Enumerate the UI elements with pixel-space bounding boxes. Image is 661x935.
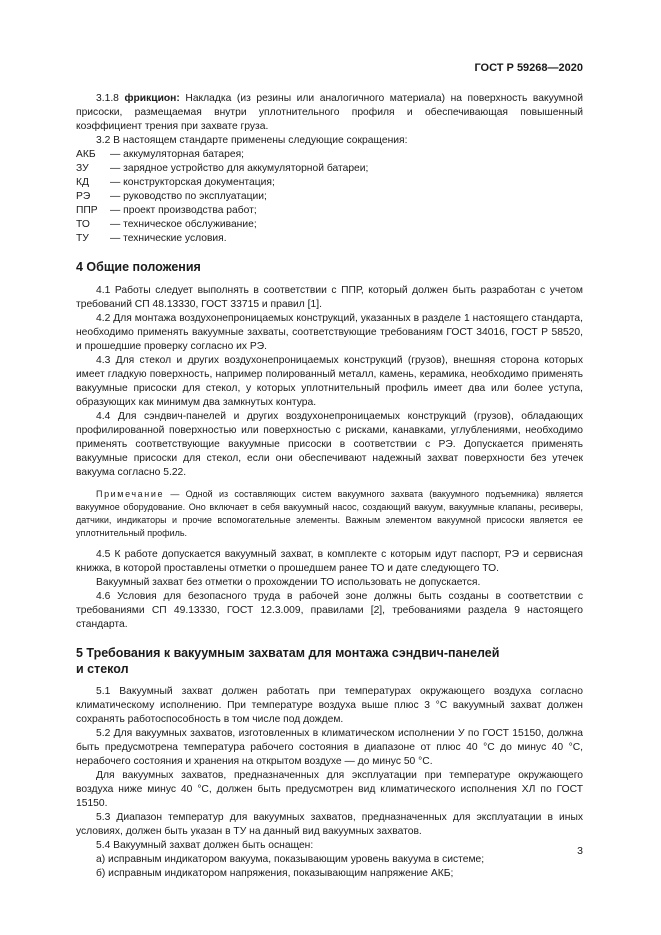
abbreviation-code: ТУ <box>76 233 89 244</box>
note-label: Примечание <box>96 489 165 499</box>
paragraph-5-2-continued: Для вакуумных захватов, предназначенных для эксплуатации при температуре окружающего воздуха ниже минус 40 °С, должен быть предусмотрен вид климатического исполнения ХЛ по ГОСТ 15150. <box>76 770 583 809</box>
abbreviation-item <box>76 148 583 162</box>
paragraph-4-5: 4.5 К работе допускается вакуумный захват, в комплекте с которым идут паспорт, РЭ и сервисная книжка, в которой проставлены отметки о прошедшем ранее ТО и дате следующего ТО. <box>76 549 583 574</box>
paragraph-5-1: 5.1 Вакуумный захват должен работать при температурах окружающего воздуха согласно климатическому исполнению. При температуре воздуха выше плюс 3 °С вакуумный захват должен сохранять работоспособность в том числе под дождем. <box>76 686 583 725</box>
clause-number: 3.1.8 <box>96 93 125 104</box>
paragraph-4-1: 4.1 Работы следует выполнять в соответствии с ППР, который должен быть разработан с учетом требований СП 48.13330, ГОСТ 33715 и правил [1]. <box>76 285 583 310</box>
paragraph-4-6: 4.6 Условия для безопасного труда в рабочей зоне должны быть созданы в соответствии с требованиями СП 49.13330, ГОСТ 12.3.009, правилами [2], требованиями раздела 9 настоящего стандарта. <box>76 591 583 630</box>
note-block <box>76 488 583 540</box>
paragraph-4-3: 4.3 Для стекол и других воздухонепроницаемых конструкций (грузов), внешняя сторона которых имеет гладкую поверхность, например полированный металл, камень, керамика, необходимо применять вакуумные присоски для стекол, у которых уплотнительный профиль имеет два или более уступа, образующих как минимум два замкнутых контура. <box>76 355 583 408</box>
abbreviation-text: — руководство по эксплуатации; <box>110 191 267 202</box>
section-4-title: 4 Общие положения <box>76 260 201 274</box>
paragraph-4-2: 4.2 Для монтажа воздухонепроницаемых конструкций, указанных в разделе 1 настоящего стандарта, необходимо применять вакуумные захваты, соответствующие требованиям ГОСТ 34016, ГОСТ Р 58520, и прошедшие проверку согласно их РЭ. <box>76 313 583 352</box>
abbreviation-text: — проект производства работ; <box>110 205 257 216</box>
term-friction: фрикцион: <box>124 93 180 104</box>
abbreviation-text: — техническое обслуживание; <box>110 219 257 230</box>
abbreviation-item <box>76 176 583 190</box>
abbreviation-text: — аккумуляторная батарея; <box>110 149 245 160</box>
page-content <box>76 92 583 881</box>
paragraph-4-4: 4.4 Для сэндвич-панелей и других воздухонепроницаемых конструкций (грузов), обладающих профилированной поверхностью или поверхностью с рисками, канавками, углублениями, необходимо применять соответствующие вакуумные присоски в соответствии с РЭ. Допускается применять вакуумные присоски для стекол, если они обеспечивают надежный захват поверхности без утечек вакуума согласно 5.22. <box>76 411 583 478</box>
section-5-title <box>76 645 583 677</box>
paragraph-5-4: 5.4 Вакуумный захват должен быть оснащен: <box>96 840 314 851</box>
term-definition: Накладка (из резины или аналогичного материала) на поверхность вакуумной присоски, размещаемая внутри уплотнительного профиля и обеспечивающая повышенный коэффициент трения при захвате груза. <box>76 93 583 132</box>
abbreviation-code: АКБ <box>76 149 96 160</box>
abbreviation-code: РЭ <box>76 191 91 202</box>
section-5-title-line1: 5 Требования к вакуумным захватам для монтажа сэндвич-панелей <box>76 646 500 660</box>
paragraph-3-2: 3.2 В настоящем стандарте применены следующие сокращения: <box>96 135 408 146</box>
abbreviation-text: — конструкторская документация; <box>110 177 275 188</box>
paragraph-4-5-continued: Вакуумный захват без отметки о прохождении ТО использовать не допускается. <box>96 577 481 588</box>
list-item-5-4-b: б) исправным индикатором напряжения, показывающим напряжение АКБ; <box>96 868 454 879</box>
abbreviation-item <box>76 162 583 176</box>
abbreviation-item <box>76 218 583 232</box>
abbreviation-list <box>76 148 583 246</box>
note-text: — Одной из составляющих систем вакуумного захвата (вакуумного подъемника) является вакуумное оборудование. Оно включает в себя вакуумный насос, создающий вакуум, вакуумные клапаны, ресиверы, датчики, индикаторы и прочие вспомогательные элементы. Важным элементом вакуумной присоски является ее уплотнительный профиль. <box>76 489 583 538</box>
page-number: 3 <box>577 845 583 857</box>
paragraph-5-2: 5.2 Для вакуумных захватов, изготовленных в климатическом исполнении У по ГОСТ 15150, должна быть предусмотрена температура рабочего состояния в диапазоне от плюс 40 °С до минус 40 °С, нерабочего состояния и хранения на открытом воздухе — до минус 50 °С. <box>76 728 583 767</box>
section-5-title-line2: и стекол <box>76 662 129 676</box>
list-item-5-4-a: а) исправным индикатором вакуума, показывающим уровень вакуума в системе; <box>96 854 485 865</box>
abbreviation-code: КД <box>76 177 89 188</box>
abbreviation-item <box>76 190 583 204</box>
abbreviation-text: — технические условия. <box>110 233 227 244</box>
paragraph-5-3: 5.3 Диапазон температур для вакуумных захватов, предназначенных для эксплуатации в иных условиях, должен быть указан в ТУ на данный вид вакуумных захватов. <box>76 812 583 837</box>
abbreviation-text: — зарядное устройство для аккумуляторной батареи; <box>110 163 369 174</box>
document-id-header: ГОСТ Р 59268—2020 <box>474 62 583 74</box>
abbreviation-code: ТО <box>76 219 90 230</box>
abbreviation-code: ЗУ <box>76 163 89 174</box>
abbreviation-item <box>76 204 583 218</box>
paragraph-3-1-8 <box>76 92 583 134</box>
abbreviation-item <box>76 232 583 246</box>
abbreviation-code: ППР <box>76 205 98 216</box>
